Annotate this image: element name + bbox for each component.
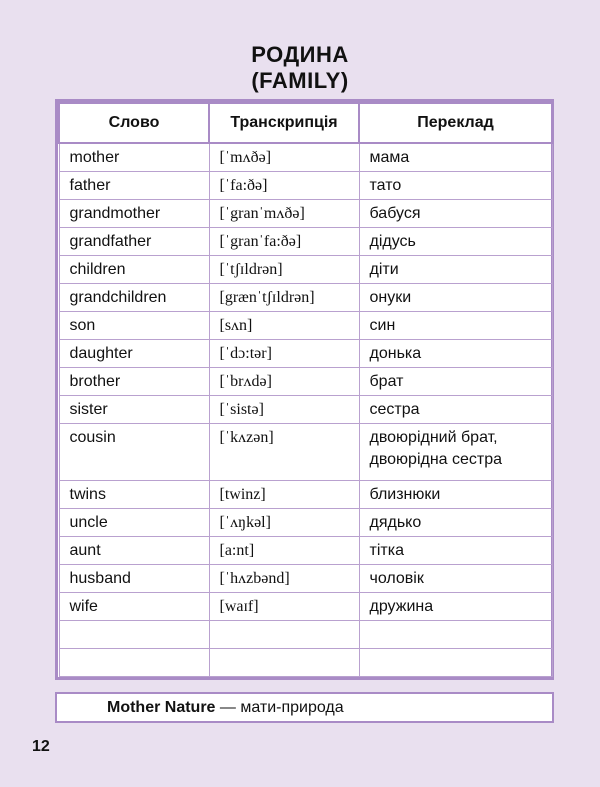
word-cell: grandmother <box>59 200 209 228</box>
translation-cell: онуки <box>359 284 552 312</box>
title-english: (FAMILY) <box>251 68 349 93</box>
transcription-cell: [ˈmʌðə] <box>209 143 359 172</box>
table-header-row <box>59 103 552 143</box>
translation-cell: дідусь <box>359 228 552 256</box>
translation-cell: близнюки <box>359 481 552 509</box>
footer-term: Mother Nature <box>107 699 216 716</box>
table-row <box>59 509 552 537</box>
transcription-cell: [a:nt] <box>209 537 359 565</box>
translation-cell: брат <box>359 368 552 396</box>
table-row <box>59 537 552 565</box>
empty-cell <box>359 621 552 649</box>
translation-line-2: двоюрідна сестра <box>369 451 503 468</box>
table-row <box>59 593 552 621</box>
table-row <box>59 340 552 368</box>
transcription-cell: [ˈbrʌdə] <box>209 368 359 396</box>
transcription-cell: [ˈgranˈfa:ðə] <box>209 228 359 256</box>
table-row <box>59 172 552 200</box>
translation-cell: донька <box>359 340 552 368</box>
word-cell: sister <box>59 396 209 424</box>
word-cell: cousin <box>59 424 209 481</box>
word-cell: grandchildren <box>59 284 209 312</box>
empty-cell <box>209 648 359 676</box>
table-row <box>59 424 552 481</box>
empty-cell <box>209 621 359 649</box>
word-cell: uncle <box>59 509 209 537</box>
page-title <box>0 42 600 94</box>
translation-cell: бабуся <box>359 200 552 228</box>
word-cell: aunt <box>59 537 209 565</box>
transcription-cell: [ˈfa:ðə] <box>209 172 359 200</box>
transcription-cell: [ˈdɔ:tər] <box>209 340 359 368</box>
transcription-cell: [grænˈtʃɪldrən] <box>209 284 359 312</box>
translation-cell: тітка <box>359 537 552 565</box>
transcription-cell: [ˈʌŋkəl] <box>209 509 359 537</box>
footer-phrase-box <box>55 692 554 723</box>
table-row <box>59 368 552 396</box>
word-cell: father <box>59 172 209 200</box>
footer-definition: — мати-природа <box>215 699 344 716</box>
word-cell: husband <box>59 565 209 593</box>
translation-cell: сестра <box>359 396 552 424</box>
table-row <box>59 228 552 256</box>
table-row <box>59 481 552 509</box>
translation-cell: мама <box>359 143 552 172</box>
translation-line-1: двоюрідний брат, <box>369 429 498 446</box>
translation-cell: чоловік <box>359 565 552 593</box>
vocabulary-table <box>55 99 554 680</box>
translation-cell: тато <box>359 172 552 200</box>
transcription-cell: [sʌn] <box>209 312 359 340</box>
word-cell: twins <box>59 481 209 509</box>
word-cell: wife <box>59 593 209 621</box>
word-cell: son <box>59 312 209 340</box>
empty-cell <box>359 648 552 676</box>
word-cell: grandfather <box>59 228 209 256</box>
word-cell: children <box>59 256 209 284</box>
translation-cell <box>359 424 552 481</box>
table-row <box>59 312 552 340</box>
transcription-cell: [ˈsistə] <box>209 396 359 424</box>
word-cell: brother <box>59 368 209 396</box>
header-transcription: Транскрипція <box>209 103 359 143</box>
transcription-cell: [ˈtʃɪldrən] <box>209 256 359 284</box>
table-row <box>59 396 552 424</box>
word-cell: mother <box>59 143 209 172</box>
transcription-cell: [ˈhʌzbənd] <box>209 565 359 593</box>
table-row <box>59 565 552 593</box>
page-number: 12 <box>32 738 50 755</box>
title-ukrainian: РОДИНА <box>251 42 349 67</box>
empty-cell <box>59 648 209 676</box>
header-word: Слово <box>59 103 209 143</box>
table-row <box>59 200 552 228</box>
empty-table-row <box>59 621 552 649</box>
translation-cell: дружина <box>359 593 552 621</box>
transcription-cell: [ˈgranˈmʌðə] <box>209 200 359 228</box>
word-cell: daughter <box>59 340 209 368</box>
transcription-cell: [twinz] <box>209 481 359 509</box>
transcription-cell: [ˈkʌzən] <box>209 424 359 481</box>
table-row <box>59 284 552 312</box>
table-row <box>59 256 552 284</box>
translation-cell: діти <box>359 256 552 284</box>
empty-cell <box>59 621 209 649</box>
translation-cell: син <box>359 312 552 340</box>
translation-cell: дядько <box>359 509 552 537</box>
table-row <box>59 143 552 172</box>
transcription-cell: [waɪf] <box>209 593 359 621</box>
empty-table-row <box>59 648 552 676</box>
header-translation: Переклад <box>359 103 552 143</box>
